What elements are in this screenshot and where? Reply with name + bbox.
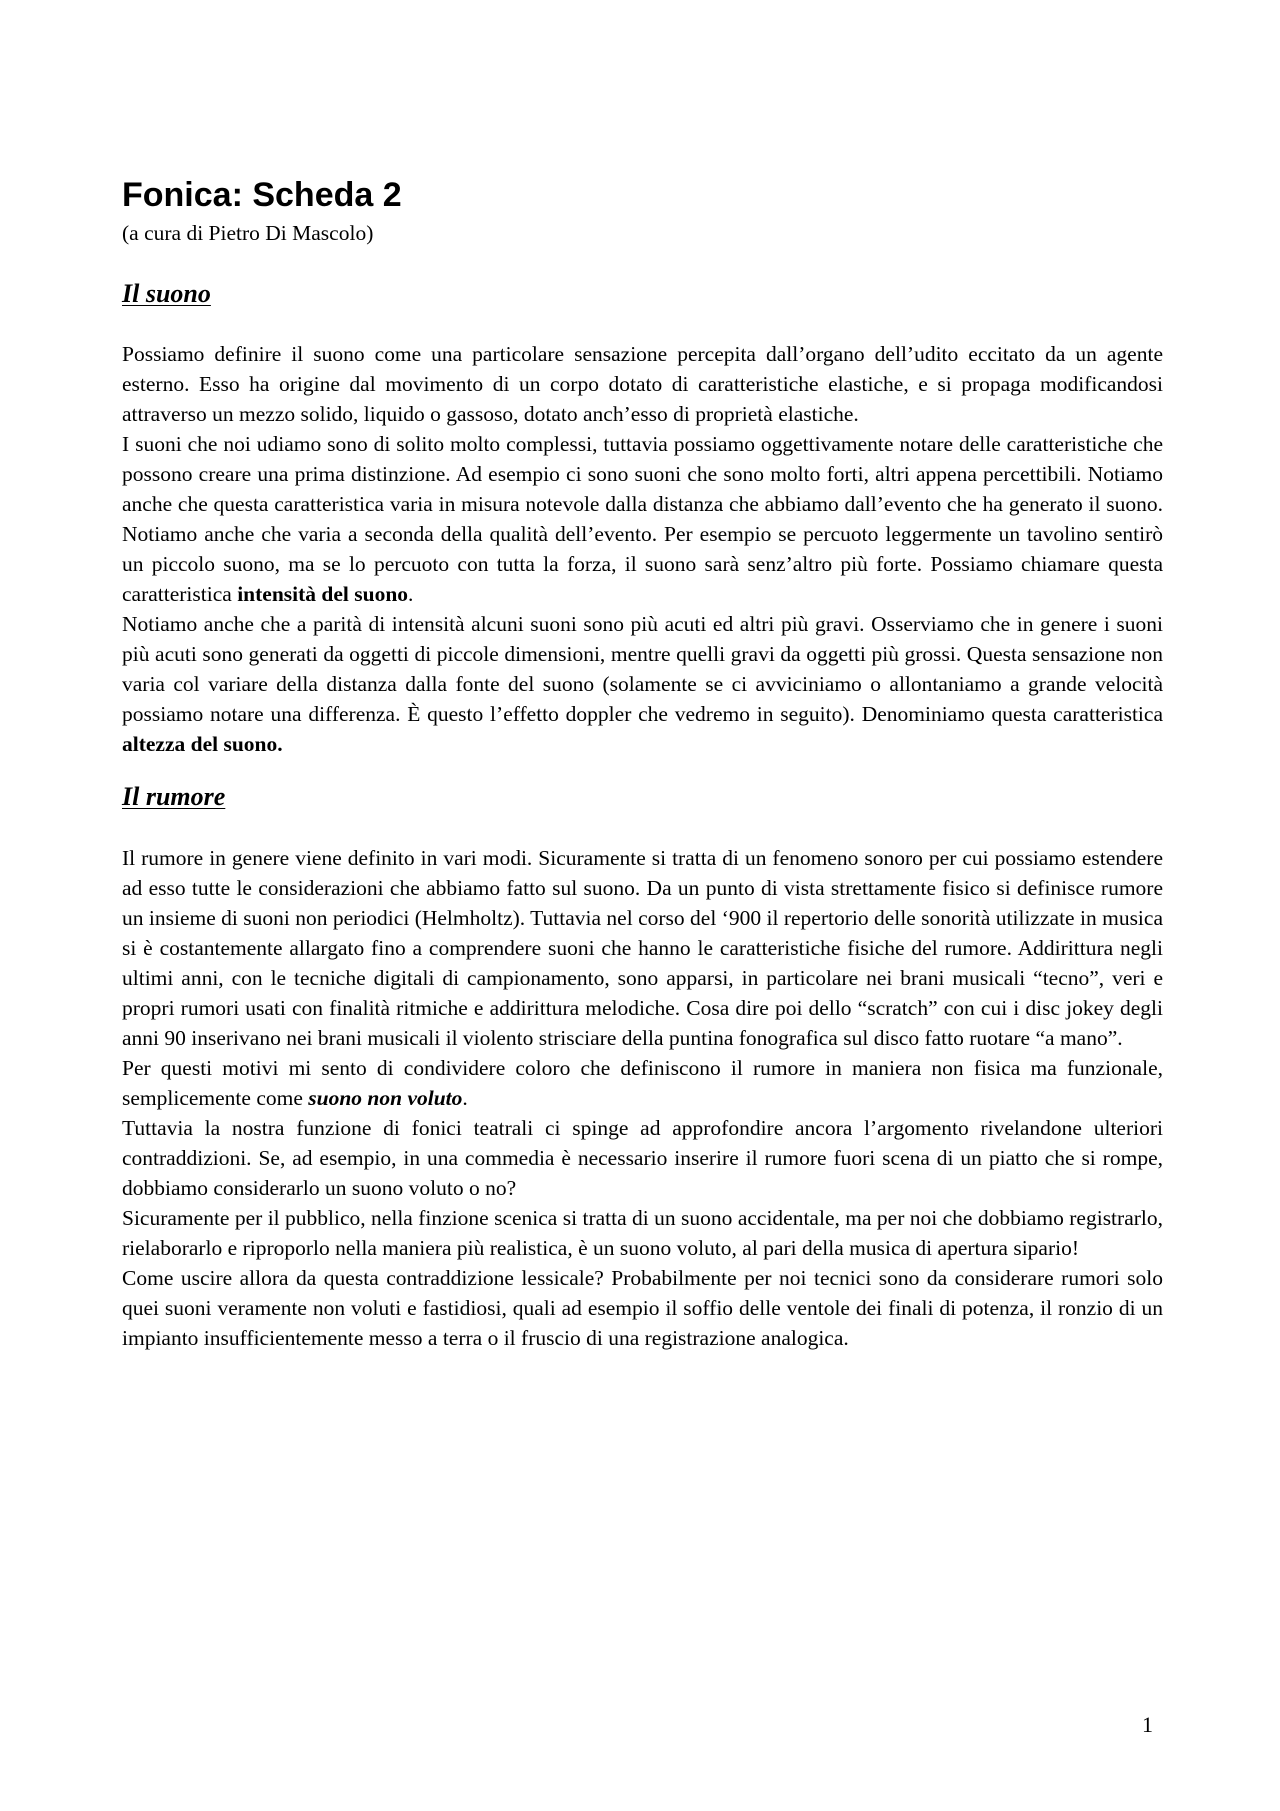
- section-heading-suono: Il suono: [122, 279, 211, 308]
- term-suono-non-voluto: suono non voluto: [308, 1086, 463, 1110]
- paragraph: Sicuramente per il pubblico, nella finzione scenica si tratta di un suono accidentale, ma per noi che dobbiamo registrarlo, rielaborarlo e riproporlo nella maniera più realistica, è un suono voluto, al pari della musica di apertura sipario!: [122, 1206, 1163, 1260]
- paragraph-text: Per questi motivi mi sento di condividere coloro che definiscono il rumore in maniera non fisica ma funzionale, semplicemente come: [122, 1056, 1163, 1110]
- document-page: [122, 175, 1163, 1353]
- section-body-rumore: [122, 843, 1163, 1353]
- paragraph-text: .: [408, 582, 414, 606]
- paragraph: Il rumore in genere viene definito in vari modi. Sicuramente si tratta di un fenomeno sonoro per cui possiamo estendere ad esso tutte le considerazioni che abbiamo fatto sul suono. Da un punto di vista strettamente fisico si definisce rumore un insieme di suoni non periodici (Helmholtz). Tuttavia nel corso del ‘900 il repertorio delle sonorità utilizzate in musica si è costantemente allargato fino a comprendere suoni che hanno le caratteristiche fisiche del rumore. Addirittura negli ultimi anni, con le tecniche digitali di campionamento, sono apparsi, in particolare nei brani musicali “tecno”, veri e propri rumori usati con finalità ritmiche e addirittura melodiche. Cosa dire poi dello “scratch” con cui i disc jokey degli anni 90 inserivano nei brani musicali il violento strisciare della puntina fonografica sul disco fatto ruotare “a mano”.: [122, 846, 1163, 1050]
- page-number: 1: [1142, 1712, 1153, 1737]
- paragraph: [122, 609, 1163, 759]
- paragraph-text: I suoni che noi udiamo sono di solito molto complessi, tuttavia possiamo oggettivamente notare delle caratteristiche che possono creare una prima distinzione. Ad esempio ci sono suoni che sono molto forti, altri appena percettibili. Notiamo anche che questa caratteristica varia in misura notevole dalla distanza che abbiamo dall’evento che ha generato il suono. Notiamo anche che varia a seconda della qualità dell’evento. Per esempio se percuoto leggermente un tavolino sentirò un piccolo suono, ma se lo percuoto con tutta la forza, il suono sarà senz’altro più forte. Possiamo chiamare questa caratteristica: [122, 432, 1163, 606]
- section-body-suono: [122, 339, 1163, 759]
- paragraph: Come uscire allora da questa contraddizione lessicale? Probabilmente per noi tecnici sono da considerare rumori solo quei suoni veramente non voluti e fastidiosi, quali ad esempio il soffio delle ventole dei finali di potenza, il ronzio di un impianto insufficientemente messo a terra o il fruscio di una registrazione analogica.: [122, 1266, 1163, 1350]
- paragraph: [122, 429, 1163, 609]
- paragraph: Possiamo definire il suono come una particolare sensazione percepita dall’organo dell’udito eccitato da un agente esterno. Esso ha origine dal movimento di un corpo dotato di caratteristiche elastiche, e si propaga modificandosi attraverso un mezzo solido, liquido o gassoso, dotato anch’esso di proprietà elastiche.: [122, 342, 1163, 426]
- term-altezza: altezza del suono.: [122, 732, 283, 756]
- document-title: Fonica: Scheda 2: [122, 176, 402, 214]
- section-heading-rumore: Il rumore: [122, 782, 226, 811]
- paragraph-text: Notiamo anche che a parità di intensità alcuni suoni sono più acuti ed altri più gravi. Osserviamo che in genere i suoni più acuti sono generati da oggetti di piccole dimensioni, mentre quelli gravi da oggetti più grossi. Questa sensazione non varia col variare della distanza dalla fonte del suono (solamente se ci avviciniamo o allontaniamo a grande velocità possiamo notare una differenza. È questo l’effetto doppler che vedremo in seguito). Denominiamo questa caratteristica: [122, 612, 1163, 726]
- term-intensita: intensità del suono: [237, 582, 409, 606]
- paragraph: [122, 1053, 1163, 1113]
- paragraph: Tuttavia la nostra funzione di fonici teatrali ci spinge ad approfondire ancora l’argomento rivelandone ulteriori contraddizioni. Se, ad esempio, in una commedia è necessario inserire il rumore fuori scena di un piatto che si rompe, dobbiamo considerarlo un suono voluto o no?: [122, 1116, 1163, 1200]
- paragraph-text: .: [462, 1086, 468, 1110]
- document-author: (a cura di Pietro Di Mascolo): [122, 221, 374, 245]
